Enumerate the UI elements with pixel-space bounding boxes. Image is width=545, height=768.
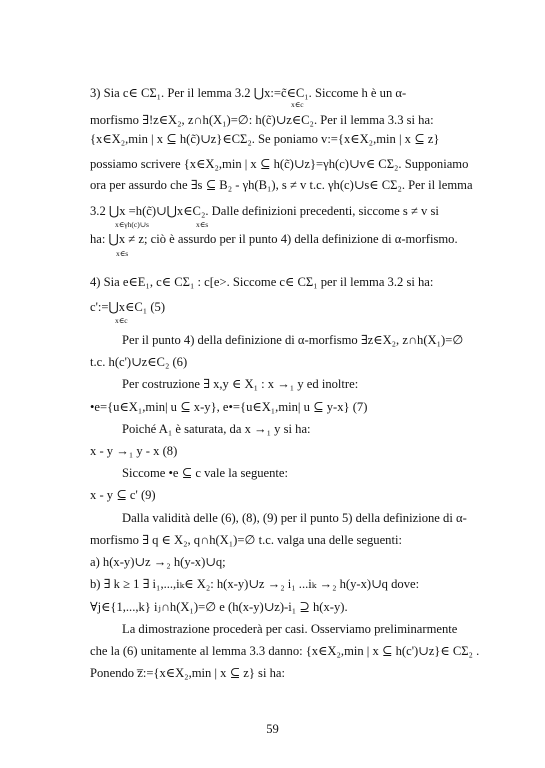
text-line: La dimostrazione procederà per casi. Osserviamo preliminarmente [122,622,458,636]
text-line: x∈s [116,249,129,258]
text-line: Siccome •e ⊆ c vale la seguente: [122,466,289,480]
text-line: Dalla validità delle (6), (8), (9) per il punto 5) della definizione di α- [122,511,467,525]
text-line: 3.2 ⋃x =h(c̃)∪⋃x∈C₂. Dalle definizioni precedenti, siccome s ≠ v si [90,204,439,218]
text-line: c':=⋃x∈C₁ (5) [90,300,166,314]
page-number: 59 [266,722,279,736]
text-line: ∀j∈{1,...,k} iⱼ∩h(X₁)=∅ e (h(x-y)∪z)-i₁ ⊇ h(x-y). [90,600,348,614]
text-line: Ponendo z̅:={x∈X₂,min | x ⊆ z} si ha: [90,666,285,680]
text-line: ora per assurdo che ∃s ⊆ B₂ - γh(B₁), s ≠ v t.c. γh(c)∪s∈ CΣ₂. Per il lemma [90,178,473,192]
text-line: b) ∃ k ≥ 1 ∃ i₁,...,iₖ∈ X₂: h(x-y)∪z →₂ i₁ ...iₖ →₂ h(y-x)∪q dove: [90,577,420,591]
text-line: Per costruzione ∃ x,y ∈ X₁ : x →₁ y ed inoltre: [122,377,359,391]
text-line: possiamo scrivere {x∈X₂,min | x ⊆ h(c̃)∪z}=γh(c)∪v∈ CΣ₂. Supponiamo [90,157,469,171]
text-line: Per il punto 4) della definizione di α-morfismo ∃z∈X₂, z∩h(X₁)=∅ [122,333,464,347]
text-line: morfismo ∃ q ∈ X₂, q∩h(X₁)=∅ t.c. valga una delle seguenti: [90,533,402,547]
text-line: t.c. h(c')∪z∈C₂ (6) [90,355,188,369]
text-line: x∈c [115,316,128,325]
text-line: Poiché A₁ è saturata, da x →₁ y si ha: [122,422,311,436]
text-line: x∈s [196,220,209,229]
text-line: x∈c [291,100,304,109]
text-line: x∈γh(c)∪s [115,220,149,229]
text-line: x - y →₁ y - x (8) [90,444,178,458]
text-line: morfismo ∃!z∈X₂, z∩h(X₁)=∅: h(c̃)∪z∈C₂. Per il lemma 3.3 si ha: [90,113,434,127]
text-line: 3) Sia c∈ CΣ₁. Per il lemma 3.2 ⋃x:=c̃∈C₁. Siccome h è un α- [90,86,407,100]
text-line: che la (6) unitamente al lemma 3.3 danno: {x∈X₂,min | x ⊆ h(c')∪z}∈ CΣ₂ . [90,644,480,658]
text-line: a) h(x-y)∪z →₂ h(y-x)∪q; [90,555,226,569]
text-line: •e={u∈X₁,min| u ⊆ x-y}, e•={u∈X₁,min| u ⊆ y-x} (7) [90,400,368,414]
text-line: ha: ⋃x ≠ z; ciò è assurdo per il punto 4) della definizione di α-morfismo. [90,232,458,246]
text-line: x - y ⊆ c' (9) [90,488,156,502]
text-line: {x∈X₂,min | x ⊆ h(c̃)∪z}∈CΣ₂. Se poniamo v:={x∈X₂,min | x ⊆ z} [90,132,440,146]
text-line: 4) Sia e∈E₁, c∈ CΣ₁ : c[e>. Siccome c∈ CΣ₁ per il lemma 3.2 si ha: [90,275,434,289]
